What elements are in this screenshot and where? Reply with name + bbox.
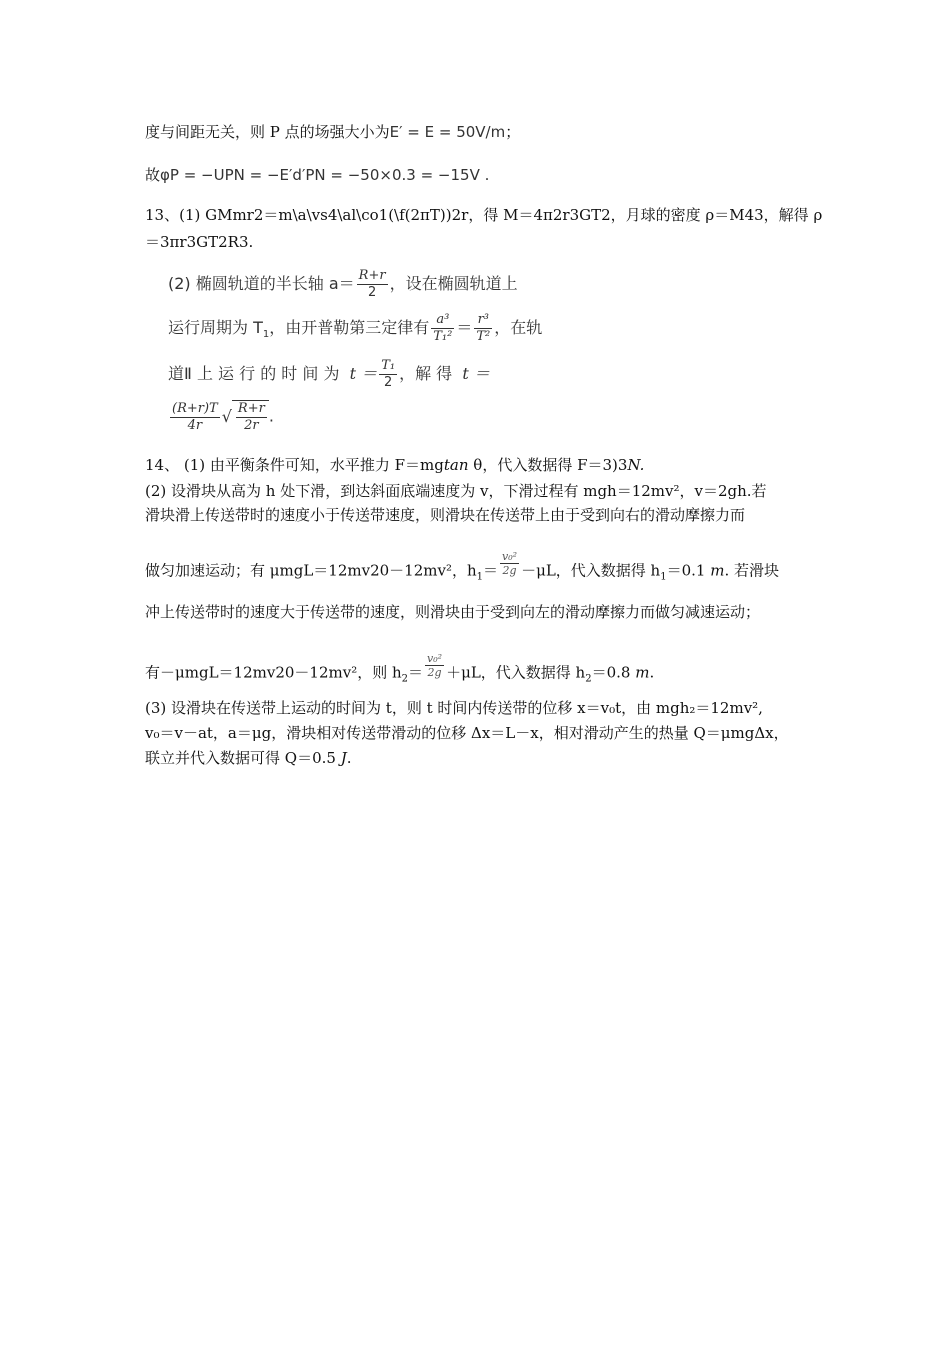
square-root: √ $\frac{R+r}{2r}$ [222,400,269,434]
denominator: 2 [383,375,393,390]
q13-line-2 [145,232,253,252]
q14-line-2 [145,481,767,501]
q14-line-9 [145,748,352,768]
text: ＝0.8 [591,663,631,682]
subscript: 1 [262,329,270,341]
denominator: 2r [244,418,259,433]
numerator: (R+r)T [172,400,218,416]
subscript: 1 [476,571,484,583]
text: v₀＝v－at，a＝μg，滑块相对传送带滑动的位移 Δx＝L－x，相对滑动产生的热量 Q＝μmgΔx， [145,724,789,742]
text: ＝0.1 [666,561,706,580]
text: ＋μL，代入数据得 h [446,663,586,682]
text: ，在轨 [494,318,543,337]
line-potential [145,165,489,185]
numerator: T₁ [381,358,396,373]
text: 故 [145,166,161,184]
fraction [431,312,454,345]
text: －μL，代入数据得 h [521,561,661,580]
q14-line-7 [145,698,763,718]
scanned-solution-block [168,262,543,442]
denominator: 2 [367,285,377,300]
text: 度与间距无关，则 P 点的场强大小为 [145,123,390,141]
numerator: v₀² [502,550,518,563]
text: 13、(1) GMmr2＝m\a\vs4\al\co1(\f(2πT))2r，得 M＝4π2r3GT2，月球的密度 ρ＝M43，解得 ρ [145,206,823,224]
text: 滑块滑上传送带时的速度小于传送带速度，则滑块在传送带上由于受到向右的滑动摩擦力而 [145,506,746,524]
text: m [710,561,725,580]
q14-line-3 [145,505,745,525]
denominator: 4r [187,417,203,433]
text: (2) 设滑块从高为 h 处下滑，到达斜面底端速度为 v，下滑过程有 mgh＝12mv²，v＝2gh.若 [145,482,767,500]
text: 冲上传送带时的速度大于传送带的速度，则滑块由于受到向左的滑动摩擦力而做匀减速运动； [145,603,761,621]
line-field-strength [145,122,520,142]
denominator: 2g [427,666,442,679]
fraction [236,401,267,434]
text: 14、 (1) 由平衡条件可知，水平推力 F＝mg [145,456,444,474]
subscript: 2 [585,673,592,685]
fraction [379,358,397,391]
text: 运行周期为 T [168,318,263,337]
q13-line-1 [145,205,822,225]
fraction [357,268,388,301]
subscript: 1 [660,571,667,583]
denominator: T₁² [433,329,453,344]
scan-row-3 [168,358,490,391]
text: (3) 设滑块在传送带上运动的时间为 t，则 t 时间内传送带的位移 x＝v₀t，由 mgh₂＝12mv², [145,699,763,717]
text: ； [505,123,521,141]
numerator: r³ [474,312,492,329]
text: ＝ [408,663,424,682]
q14-line-4 [145,550,780,588]
scan-row-4 [168,400,274,434]
equation-image: φP = −UPN = −E′d′PN = −50×0.3 = −15V . [160,166,490,184]
text: . [268,406,274,426]
text: J [340,749,347,767]
q14-line-5 [145,602,760,622]
text: ，解 得 [399,364,453,383]
fraction [170,401,220,434]
scan-row-2 [168,312,542,345]
text: ＝ [456,318,473,337]
text: 做匀加速运动；有 μmgL＝12mv20－12mv²，h [145,561,477,580]
equation-image: E′ = E = 50V/m [389,123,506,141]
numerator: a³ [431,312,454,329]
numerator: R+r [358,268,386,283]
q14-line-1 [145,455,644,475]
text: ，设在椭圆轨道上 [389,274,518,293]
fraction-image [500,550,519,577]
text: 联立并代入数据可得 Q＝0.5 [145,749,336,767]
text: . [649,663,655,682]
subscript: 2 [401,673,409,685]
text: . [346,749,352,767]
text: t ＝ [349,364,378,383]
text: ＝3πr3GT2R3. [145,233,254,251]
text: t ＝ [462,364,490,383]
denominator: 2g [502,564,517,577]
text: ，由开普勒第三定律有 [269,318,430,337]
text: 有－μmgL＝12mv20－12mv²，则 h [145,663,402,682]
numerator: R+r [237,401,265,416]
text: N. [627,456,645,474]
text: θ，代入数据得 F＝3)3 [468,456,628,474]
q14-line-8 [145,723,789,743]
fraction-image [425,652,444,679]
numerator: v₀² [427,652,443,665]
text: ＝ [483,561,499,580]
text: (2) 椭圆轨道的半长轴 a＝ [168,274,355,293]
scan-row-1 [168,268,518,301]
text: 道Ⅱ 上 运 行 的 时 间 为 [168,364,340,383]
text: tan [443,456,469,474]
text: . 若滑块 [724,561,780,580]
q14-line-6 [145,652,655,690]
text: m [635,663,650,682]
fraction [474,312,492,345]
denominator: T² [476,329,491,344]
